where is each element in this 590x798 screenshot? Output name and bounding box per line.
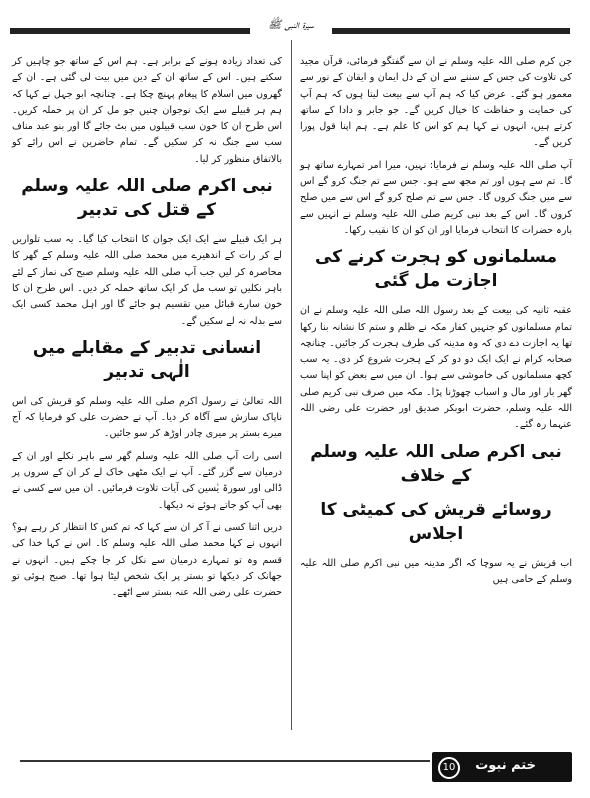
section-heading: نبی اکرم صلی اللہ علیہ وسلم کے خلاف (310, 441, 562, 486)
footer-title: ختم نبوت (475, 758, 536, 773)
paragraph: کی تعداد زیادہ ہونے کے برابر ہے۔ ہم اس کے ساتھ جو چاہیں کر سکتے ہیں۔ اس کے ساتھ ان کے دین میں بیت لی گئی ہے۔ ان کے گھروں میں اسلام کا پیغام پہنچ چکا ہے۔ چنانچہ ابو جہل نے کہا کہ ہم ہر قبیلے سے ایک نوجوان چنیں جو مل کر ان پر حملہ کریں۔ اس طرح ان کا خون سب قبیلوں میں بٹ جائے گا اور بنو عبد مناف سب سے جنگ نہ کر سکیں گے۔ تمام حاضرین نے اس رائے کو بالاتفاق منظور کر لیا۔ (12, 56, 282, 165)
section-heading: مسلمانوں کو ہجرت کرنے کی اجازت مل گئی (314, 247, 558, 292)
footer-badge (432, 752, 572, 782)
left-column (12, 54, 282, 607)
paragraph: آپ صلی اللہ علیہ وسلم نے فرمایا: نہیں، میرا امر تمہارے ساتھ ہو گا۔ تم سے ہوں اور تم مجھ سے ہو۔ جس سے تم جنگ کرو گے اس سے میں جنگ کروں گا۔ جس سے تم صلح کرو گے اس سے میں صلح کروں گا۔ اس کے بعد نبی کریم صلی اللہ علیہ وسلم نے انہیں سے بارہ حضرات کا انتخاب فرمایا اور ان کو ان کا نقیب رکھا۔ (300, 159, 572, 236)
header-rule-left (10, 28, 250, 34)
paragraph: عقبہ ثانیہ کی بیعت کے بعد رسول اللہ صلی اللہ علیہ وسلم نے ان تمام مسلمانوں کو جنہیں کفار مکہ نے ظلم و ستم کا نشانہ بنا رکھا تھا یہ اجازت دے دی کہ وہ مدینہ کی طرف ہجرت کر جائیں۔ چنانچہ صحابہ کرام نے ایک ایک دو دو کر کے ہجرت شروع کر دی۔ یہ سب کچھ مسلمانوں کی خاموشی سے ہوا۔ ان میں سے بعض کو اپنا سب گھر بار اور مال و اسباب چھوڑنا پڑا۔ مکہ میں صرف نبی کریم صلی اللہ علیہ وسلم، حضرت ابوبکر صدیق اور حضرت علی رضی اللہ عنہما رہ گئے۔ (300, 305, 572, 431)
paragraph: اب قریش نے یہ سوچا کہ اگر مدینہ میں نبی اکرم صلی اللہ علیہ وسلم کے حامی ہیں (300, 557, 572, 585)
footer-rule (20, 760, 430, 762)
right-column (300, 54, 572, 594)
page-number: 10 (438, 757, 460, 779)
section-heading: انسانی تدبیر کے مقابلے میں الٰہی تدبیر (32, 337, 262, 382)
paragraph: جن کرم صلی اللہ علیہ وسلم نے ان سے گفتگو فرمائی، قرآن مجید کی تلاوت کی جس کے سننے سے ان کے دل ایمان و ایقان کے نور سے معمور ہو گئے۔ عرض کیا کہ ہم آپ سے بیعت لیتا ہوں کہ ہم آپ کی حمایت و حفاظت کا خیال کریں گے۔ جو جابر و دادا کے ساتھ کرتے ہیں، انہوں نے کہا ہم کو اس کا علم ہے۔ ہم اپنا قول پورا کریں گے۔ (300, 56, 572, 149)
section-heading: نبی اکرم صلی اللہ علیہ وسلم کے قتل کی تدبیر (21, 176, 273, 221)
section-heading: روسائے قریش کی کمیٹی کا اجلاس (320, 499, 552, 544)
paragraph: ہر ایک قبیلے سے ایک ایک جوان کا انتخاب کیا گیا۔ یہ سب تلواریں لے کر رات کے اندھیرے میں محمد صلی اللہ علیہ وسلم کے گھر کا محاصرہ کر لیں جب آپ صلی اللہ علیہ وسلم صبح کی نماز کے لئے باہر نکلیں تو سب مل کر ایک ساتھ حملہ کر دیں۔ اس طرح ان کا خون سارے قبائل میں تقسیم ہو جائے گا اور اہل محمد کسی ایک سے بدلہ نہ لے سکیں گے۔ (12, 234, 282, 327)
paragraph: اسی رات آپ صلی اللہ علیہ وسلم گھر سے باہر نکلے اور ان کے درمیان سے گزر گئے۔ آپ نے ایک مٹھی خاک لے کر ان کے سروں پر ڈالی اور سورۃ یٰسین کی آیات تلاوت فرمائیں۔ ان میں سے کسی نے بھی آپ کو جاتے ہوئے نہ دیکھا۔ (12, 450, 282, 511)
paragraph: دریں اثنا کسی نے آ کر ان سے کہا کہ تم کس کا انتظار کر رہے ہو؟ انہوں نے کہا محمد صلی اللہ علیہ وسلم کا۔ اس نے کہا خدا کی قسم وہ تو تمہارے درمیان سے نکل کر جا چکے ہیں۔ انہوں نے جھانک کر دیکھا تو بستر پر ایک شخص لیٹا ہوا تھا۔ صبح ہوئی تو حضرت علی رضی اللہ عنہ بستر سے اٹھے۔ (12, 521, 282, 599)
running-header (10, 18, 570, 42)
header-title: سیرۃ النبی ﷺ (268, 18, 314, 31)
header-rule-right (332, 28, 570, 34)
paragraph: اللہ تعالیٰ نے رسول اکرم صلی اللہ علیہ وسلم کو قریش کی اس ناپاک سازش سے آگاہ کر دیا۔ آپ نے حضرت علی کو فرمایا کہ آج میرے بستر پر میری چادر اوڑھ کر سو جائیں۔ (12, 395, 282, 440)
column-divider (291, 40, 292, 730)
